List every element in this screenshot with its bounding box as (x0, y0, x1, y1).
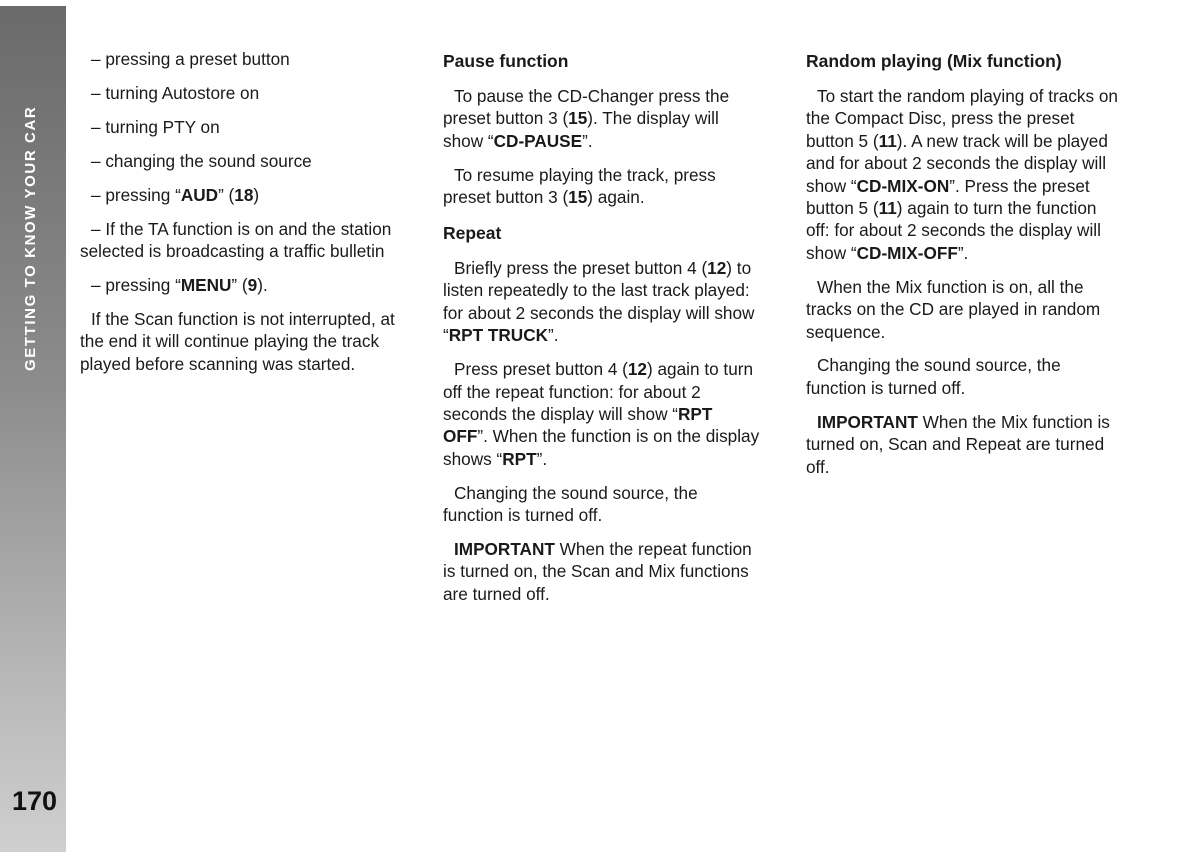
list-item (80, 184, 398, 206)
paragraph: If the Scan function is not interrupted, at the end it will continue playing the track played before scanning was started. (80, 308, 395, 374)
display-message: CD-MIX-OFF (856, 242, 958, 263)
heading-random-playing: Random playing (Mix function) (806, 51, 1062, 71)
display-message: CD-MIX-ON (856, 175, 950, 196)
display-message: RPT OFF (443, 403, 713, 447)
list-item: – turning PTY on (91, 116, 220, 137)
list-item: – turning Autostore on (91, 82, 260, 103)
reference-number: 12 (627, 359, 647, 380)
text-run: ” ( (218, 184, 235, 205)
text-run: When the repeat function is turned on, the Scan and Mix functions are turned off. (443, 539, 752, 604)
reference-number: 15 (568, 187, 588, 208)
button-name: MENU (180, 274, 232, 295)
paragraph (443, 85, 761, 152)
paragraph: Changing the sound source, the function is turned off. (443, 482, 698, 526)
text-run: ”. (536, 448, 548, 469)
text-run: ) again to turn the function off: for about 2 seconds the display will show “ (806, 198, 1101, 263)
paragraph: When the Mix function is on, all the tracks on the CD are played in random sequence. (806, 276, 1101, 342)
text-run: To start the random playing of tracks on the Compact Disc, press the preset button 5 ( (806, 86, 1118, 151)
section-title: GETTING TO KNOW YOUR CAR (22, 105, 39, 371)
important-label: IMPORTANT (817, 411, 918, 432)
paragraph-important (806, 411, 1124, 478)
section-side-band (0, 6, 66, 852)
text-run: ) again. (587, 187, 645, 208)
text-run: ” ( (231, 274, 248, 295)
text-run: ”. When the function is on the display shows “ (443, 426, 760, 469)
paragraph (443, 164, 761, 209)
text-run: ) (253, 184, 260, 205)
display-message: RPT (502, 448, 537, 469)
text-run: – pressing “ (91, 274, 181, 295)
reference-number: 11 (878, 130, 897, 151)
paragraph-important (443, 538, 761, 605)
text-run: To resume playing the track, press preset button 3 ( (443, 164, 716, 208)
reference-number: 9 (247, 274, 258, 295)
text-run: To pause the CD-Changer press the preset button 3 ( (443, 86, 730, 129)
list-item: – If the TA function is on and the station selected is broadcasting a traffic bulletin (80, 218, 392, 261)
column-left (80, 48, 398, 386)
display-message: RPT TRUCK (448, 325, 549, 346)
column-right (806, 48, 1124, 490)
text-run: ). (257, 274, 268, 295)
reference-number: 18 (234, 184, 254, 205)
page-number: 170 (12, 786, 58, 816)
text-run: – pressing “ (91, 184, 181, 205)
paragraph (443, 257, 761, 347)
text-run: ”. (548, 325, 559, 346)
list-item: – pressing a preset button (91, 49, 290, 69)
heading-pause-function: Pause function (443, 51, 569, 71)
text-run: Press preset button 4 ( (454, 359, 628, 380)
list-item (80, 274, 398, 296)
display-message: CD-PAUSE (493, 130, 583, 151)
paragraph: Changing the sound source, the function is turned off. (806, 355, 1061, 398)
column-middle (443, 48, 761, 617)
reference-number: 15 (568, 108, 588, 129)
text-run: ) again to turn off the repeat function: for about 2 seconds the display will show “ (443, 359, 754, 424)
text-run: ”. Press the preset button 5 ( (806, 175, 1090, 219)
text-run: ). The display will show “ (443, 108, 719, 151)
paragraph (443, 358, 761, 470)
text-run: Briefly press the preset button 4 ( (454, 258, 708, 279)
text-run: ). A new track will be played and for about 2 seconds the display will show “ (806, 130, 1108, 196)
paragraph (806, 85, 1124, 264)
text-run: When the Mix function is turned on, Scan and Repeat are turned off. (806, 411, 1110, 477)
reference-number: 11 (878, 198, 897, 219)
reference-number: 12 (707, 258, 727, 279)
heading-repeat: Repeat (443, 223, 502, 244)
text-run: ”. (957, 242, 969, 263)
list-item: – changing the sound source (91, 150, 312, 171)
important-label: IMPORTANT (454, 539, 555, 559)
text-run: ) to listen repeatedly to the last track played: for about 2 seconds the display will show “ (443, 258, 755, 346)
button-name: AUD (180, 184, 219, 205)
text-run: ”. (582, 130, 593, 151)
